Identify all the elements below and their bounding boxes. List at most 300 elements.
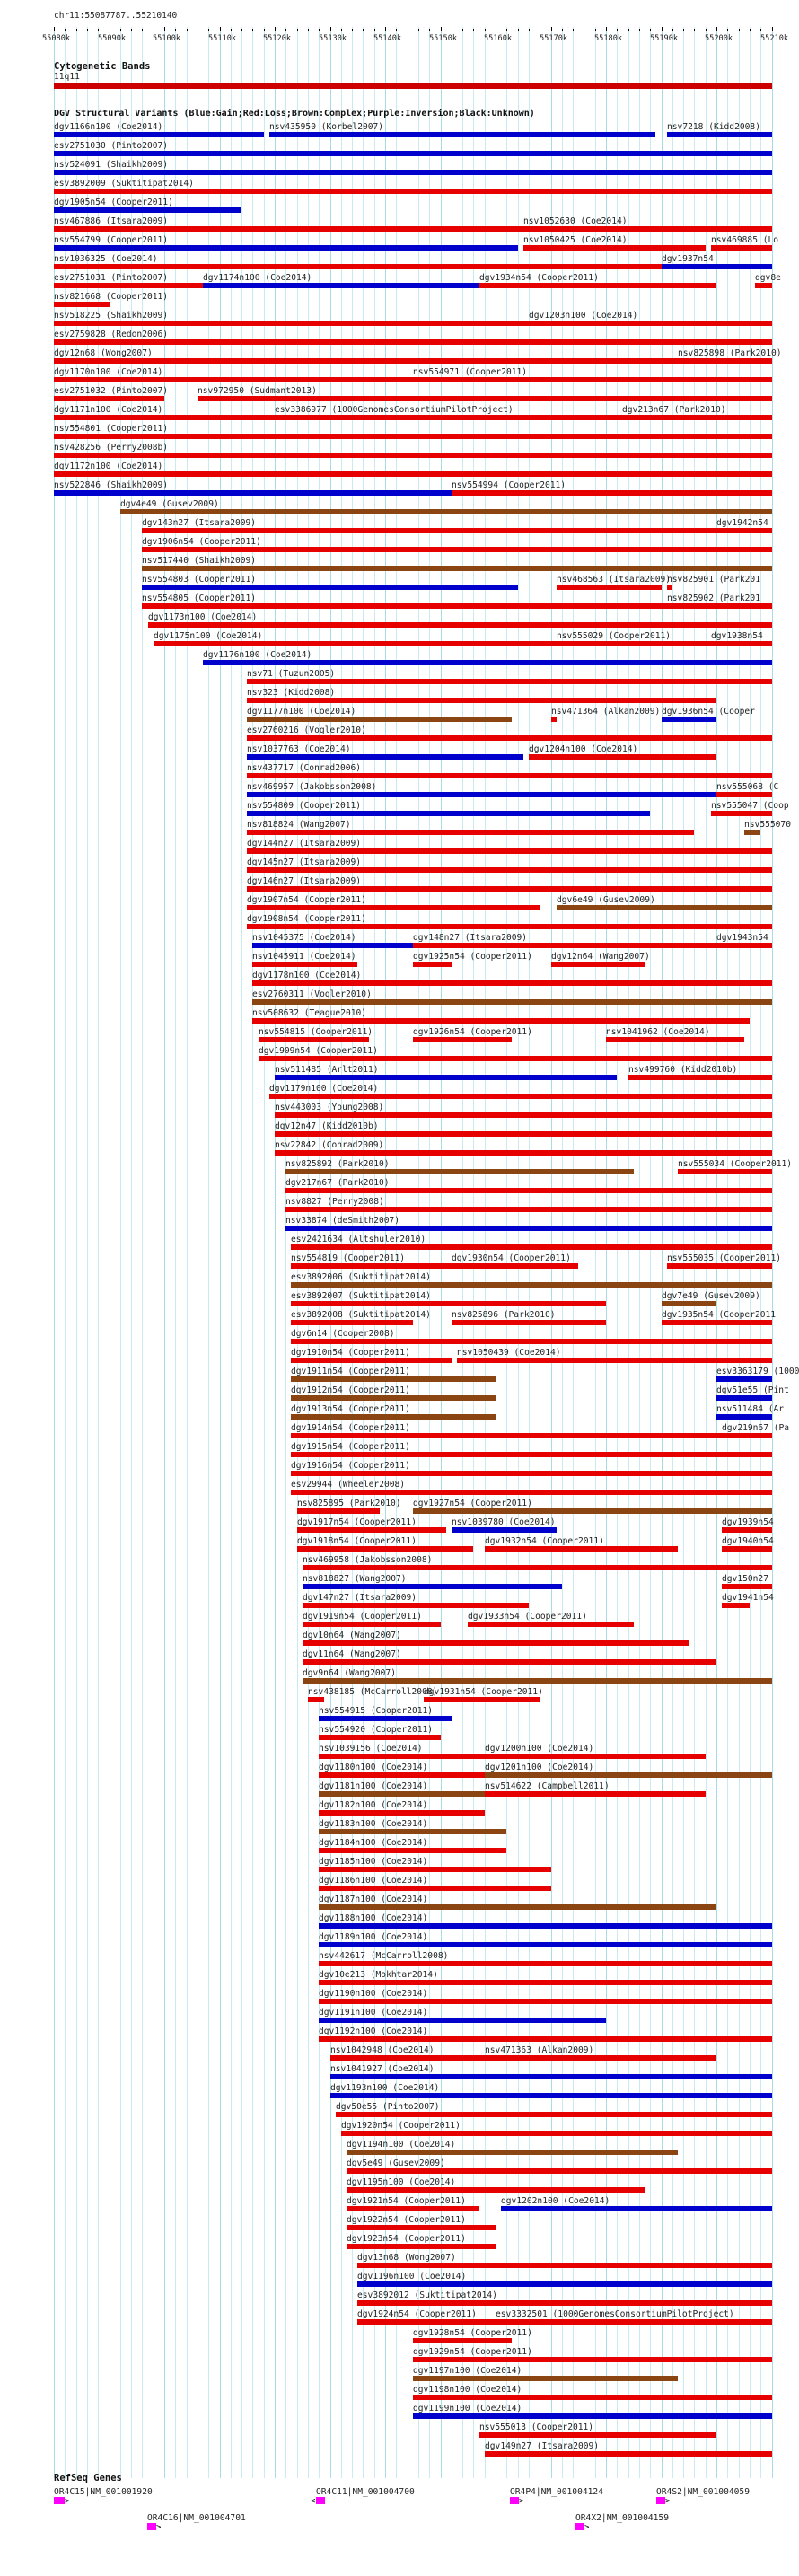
gene-feature[interactable] <box>147 2523 156 2530</box>
variant-bar[interactable] <box>319 1848 506 1853</box>
ruler-minor-tick <box>264 29 265 31</box>
variant-bar[interactable] <box>413 1508 772 1514</box>
variant-bar[interactable] <box>468 1622 634 1627</box>
variant-bar[interactable] <box>275 1131 772 1137</box>
variant-bar[interactable] <box>485 1791 706 1797</box>
variant-bar[interactable] <box>247 886 772 892</box>
variant-bar[interactable] <box>54 339 772 345</box>
variant-label: esv2760216 (Vogler2010) <box>247 725 366 735</box>
ruler-minor-tick <box>562 29 563 31</box>
variant-label: esv3892008 (Suktitipat2014) <box>291 1310 431 1320</box>
variant-bar[interactable] <box>413 2413 772 2419</box>
variant-bar[interactable] <box>347 2187 645 2193</box>
variant-label: nsv71 (Tuzun2005) <box>247 669 336 679</box>
variant-label: nsv1041962 (Coe2014) <box>606 1027 710 1037</box>
variant-bar[interactable] <box>755 283 772 288</box>
variant-label: dgv1202n100 (Coe2014) <box>501 2196 610 2206</box>
variant-bar[interactable] <box>452 1527 557 1533</box>
variant-bar[interactable] <box>259 1056 772 1061</box>
ruler-minor-tick <box>220 29 221 31</box>
variant-bar[interactable] <box>711 641 744 646</box>
variant-bar[interactable] <box>291 1320 413 1325</box>
variant-bar[interactable] <box>716 1414 772 1420</box>
variant-bar[interactable] <box>667 585 672 590</box>
variant-label: dgv12n68 (Wong2007) <box>54 348 153 358</box>
variant-bar[interactable] <box>628 1075 772 1080</box>
variant-bar[interactable] <box>413 2338 512 2343</box>
variant-label: nsv33874 (deSmith2007) <box>285 1216 400 1226</box>
variant-bar[interactable] <box>319 1886 551 1891</box>
ruler-minor-tick <box>330 29 331 31</box>
variant-bar[interactable] <box>285 1226 772 1231</box>
strand-arrow-icon: > <box>584 2523 590 2532</box>
variant-label: nsv467886 (Itsara2009) <box>54 216 169 226</box>
variant-bar[interactable] <box>291 1301 606 1306</box>
variant-bar[interactable] <box>303 1640 689 1646</box>
variant-bar[interactable] <box>744 830 760 835</box>
variant-bar[interactable] <box>319 1810 485 1816</box>
variant-label: nsv554994 (Cooper2011) <box>452 480 566 490</box>
variant-bar[interactable] <box>336 2112 772 2117</box>
grid-line <box>319 27 320 2478</box>
variant-bar[interactable] <box>424 1697 540 1702</box>
ruler-minor-tick <box>506 29 507 31</box>
variant-label: dgv150n27 <box>722 1574 768 1584</box>
ruler-minor-tick <box>662 29 663 31</box>
variant-bar[interactable] <box>54 358 772 364</box>
variant-bar[interactable] <box>485 2055 490 2061</box>
variant-bar[interactable] <box>485 1772 772 1778</box>
variant-bar[interactable] <box>269 132 655 137</box>
variant-bar[interactable] <box>252 980 772 986</box>
variant-bar[interactable] <box>54 189 772 194</box>
variant-bar[interactable] <box>297 1546 473 1552</box>
variant-label: dgv12n64 (Wang2007) <box>551 952 650 962</box>
variant-label: nsv469958 (Jakobsson2008) <box>303 1555 433 1565</box>
variant-bar[interactable] <box>523 245 706 251</box>
variant-bar[interactable] <box>452 1320 606 1325</box>
variant-bar[interactable] <box>285 1207 772 1212</box>
variant-label: nsv469885 (Lo <box>711 235 779 245</box>
gene-label: OR4C11|NM_001004700 <box>316 2487 415 2497</box>
variant-label: nsv471363 (Alkan2009) <box>485 2045 594 2055</box>
refseq-title: RefSeq Genes <box>54 2473 122 2484</box>
variant-bar[interactable] <box>319 1923 772 1929</box>
variant-bar[interactable] <box>303 1603 529 1608</box>
variant-label: nsv555029 (Cooper2011) <box>557 631 672 641</box>
grid-line <box>506 27 507 2478</box>
variant-bar[interactable] <box>269 1094 772 1099</box>
variant-bar[interactable] <box>722 1527 772 1533</box>
ruler-minor-tick <box>374 29 375 31</box>
variant-label: dgv1183n100 (Coe2014) <box>319 1819 428 1829</box>
variant-bar[interactable] <box>319 1961 772 1966</box>
variant-bar[interactable] <box>259 1037 369 1042</box>
variant-bar[interactable] <box>148 622 772 628</box>
cytoband-bar[interactable] <box>54 83 772 89</box>
variant-bar[interactable] <box>247 679 772 684</box>
variant-label: nsv428256 (Perry2008b) <box>54 443 169 453</box>
variant-bar[interactable] <box>291 1414 496 1420</box>
variant-label: dgv50e55 (Pinto2007) <box>336 2102 440 2112</box>
variant-bar[interactable] <box>722 1584 772 1589</box>
variant-label: nsv554803 (Cooper2011) <box>142 575 257 585</box>
gene-feature[interactable] <box>54 2497 65 2504</box>
variant-bar[interactable] <box>347 2206 479 2211</box>
ruler-tick-label: 55150k <box>429 34 458 43</box>
variant-bar[interactable] <box>557 585 662 590</box>
variant-label: nsv7218 (Kidd2008) <box>667 122 760 132</box>
variant-bar[interactable] <box>297 1508 380 1514</box>
variant-label: nsv1045911 (Coe2014) <box>252 952 356 962</box>
variant-bar[interactable] <box>716 1376 772 1382</box>
variant-bar[interactable] <box>357 2319 496 2325</box>
ruler-minor-tick <box>716 29 717 31</box>
variant-bar[interactable] <box>662 264 772 269</box>
variant-label: nsv1050425 (Coe2014) <box>523 235 628 245</box>
variant-bar[interactable] <box>413 962 452 967</box>
variant-bar[interactable] <box>716 528 772 533</box>
variant-bar[interactable] <box>247 773 772 778</box>
variant-bar[interactable] <box>479 2432 716 2438</box>
variant-bar[interactable] <box>529 321 716 326</box>
variant-bar[interactable] <box>54 283 203 288</box>
variant-bar[interactable] <box>291 1452 772 1457</box>
variant-label: dgv1940n54 <box>722 1536 774 1546</box>
strand-arrow-icon: > <box>665 2497 671 2506</box>
variant-bar[interactable] <box>54 490 452 496</box>
variant-label: nsv554815 (Cooper2011) <box>259 1027 373 1037</box>
variant-bar[interactable] <box>716 792 772 797</box>
variant-bar[interactable] <box>291 1244 772 1250</box>
variant-bar[interactable] <box>54 245 518 251</box>
variant-bar[interactable] <box>319 2036 772 2042</box>
variant-label: nsv555070 <box>744 820 791 830</box>
variant-bar[interactable] <box>501 2206 772 2211</box>
variant-label: dgv5e49 (Gusev2009) <box>347 2158 445 2168</box>
variant-bar[interactable] <box>291 1376 496 1382</box>
variant-label: nsv1039780 (Coe2014) <box>452 1517 556 1527</box>
variant-bar[interactable] <box>247 848 772 854</box>
variant-label: dgv148n27 (Itsara2009) <box>413 933 528 943</box>
variant-bar[interactable] <box>120 509 772 514</box>
gene-feature[interactable] <box>316 2497 325 2504</box>
variant-bar[interactable] <box>413 377 772 382</box>
variant-bar[interactable] <box>247 717 512 722</box>
variant-bar[interactable] <box>203 660 772 665</box>
variant-bar[interactable] <box>319 1716 452 1721</box>
variant-bar[interactable] <box>275 1075 617 1080</box>
ruler-minor-tick <box>573 29 574 31</box>
variant-bar[interactable] <box>275 1150 772 1156</box>
variant-bar[interactable] <box>606 1037 744 1042</box>
variant-label: nsv499760 (Kidd2010b) <box>628 1065 738 1075</box>
grid-line <box>617 27 618 2478</box>
variant-bar[interactable] <box>485 2451 772 2457</box>
variant-bar[interactable] <box>291 1358 452 1363</box>
variant-bar[interactable] <box>452 1263 578 1269</box>
variant-bar[interactable] <box>662 1320 772 1325</box>
variant-label: dgv1182n100 (Coe2014) <box>319 1800 428 1810</box>
variant-bar[interactable] <box>54 471 772 477</box>
variant-bar[interactable] <box>357 2300 772 2306</box>
variant-label: dgv143n27 (Itsara2009) <box>142 518 257 528</box>
variant-bar[interactable] <box>319 1772 485 1778</box>
gene-label: OR4C15|NM_001001920 <box>54 2487 153 2497</box>
variant-label: dgv1907n54 (Cooper2011) <box>247 895 366 905</box>
variant-bar[interactable] <box>485 1754 706 1759</box>
variant-label: nsv511485 (Arlt2011) <box>275 1065 379 1075</box>
variant-bar[interactable] <box>303 1678 772 1684</box>
variant-label: nsv554920 (Cooper2011) <box>319 1725 434 1735</box>
variant-bar[interactable] <box>319 1829 506 1834</box>
variant-bar[interactable] <box>479 283 716 288</box>
variant-label: nsv825898 (Park2010) <box>678 348 782 358</box>
variant-bar[interactable] <box>303 1622 441 1627</box>
variant-label: dgv1196n100 (Coe2014) <box>357 2272 467 2281</box>
ruler-minor-tick <box>706 29 707 31</box>
variant-bar[interactable] <box>711 811 772 816</box>
variant-label: dgv6e49 (Gusev2009) <box>557 895 655 905</box>
variant-bar[interactable] <box>319 1904 716 1910</box>
variant-bar[interactable] <box>330 2074 772 2079</box>
variant-bar[interactable] <box>557 905 772 910</box>
variant-bar[interactable] <box>275 1112 772 1118</box>
variant-label: dgv149n27 (Itsara2009) <box>485 2441 600 2451</box>
variant-bar[interactable] <box>319 1980 772 1985</box>
variant-bar[interactable] <box>285 1188 772 1193</box>
variant-label: nsv22842 (Conrad2009) <box>275 1140 384 1150</box>
variant-label: dgv1198n100 (Coe2014) <box>413 2385 522 2395</box>
variant-bar[interactable] <box>142 566 772 571</box>
variant-bar[interactable] <box>413 2395 772 2400</box>
variant-bar[interactable] <box>496 2319 772 2325</box>
variant-bar[interactable] <box>457 1358 772 1363</box>
variant-bar[interactable] <box>54 132 264 137</box>
ruler-tick-label: 55210k <box>760 34 789 43</box>
variant-label: dgv1931n54 (Cooper2011) <box>424 1687 543 1697</box>
variant-bar[interactable] <box>303 1565 772 1570</box>
gene-feature[interactable] <box>656 2497 665 2504</box>
ruler-minor-tick <box>727 29 728 31</box>
variant-bar[interactable] <box>357 2263 772 2268</box>
ruler-minor-tick <box>164 29 165 31</box>
variant-bar[interactable] <box>142 528 772 533</box>
variant-bar[interactable] <box>319 1867 551 1872</box>
variant-label: esv2421634 (Altshuler2010) <box>291 1235 426 1244</box>
variant-label: dgv1916n54 (Cooper2011) <box>291 1461 410 1471</box>
variant-bar[interactable] <box>247 735 772 741</box>
variant-bar[interactable] <box>291 1395 496 1401</box>
grid-line <box>175 27 176 2478</box>
variant-bar[interactable] <box>722 1433 772 1438</box>
ruler-tick-label: 55090k <box>98 34 127 43</box>
variant-bar[interactable] <box>291 1339 772 1344</box>
variant-bar[interactable] <box>252 999 772 1005</box>
variant-bar[interactable] <box>347 2168 772 2174</box>
variant-bar[interactable] <box>722 1603 750 1608</box>
ruler-minor-tick <box>275 29 276 31</box>
variant-bar[interactable] <box>551 717 557 722</box>
variant-bar[interactable] <box>678 1169 772 1174</box>
variant-label: dgv1927n54 (Cooper2011) <box>413 1499 532 1508</box>
grid-line <box>518 27 519 2478</box>
variant-bar[interactable] <box>291 1490 772 1495</box>
variant-bar[interactable] <box>667 1263 772 1269</box>
variant-label: nsv554915 (Cooper2011) <box>319 1706 434 1716</box>
variant-bar[interactable] <box>54 207 241 213</box>
variant-bar[interactable] <box>347 2225 496 2230</box>
variant-bar[interactable] <box>54 434 772 439</box>
variant-bar[interactable] <box>357 2281 772 2287</box>
variant-bar[interactable] <box>247 830 694 835</box>
variant-label: dgv1928n54 (Cooper2011) <box>413 2328 532 2338</box>
cytoband-title: Cytogenetic Bands <box>54 61 151 72</box>
variant-bar[interactable] <box>247 811 650 816</box>
variant-bar[interactable] <box>285 1169 634 1174</box>
variant-bar[interactable] <box>557 641 662 646</box>
variant-label: dgv1941n54 <box>722 1593 774 1603</box>
ruler-minor-tick <box>352 29 353 31</box>
variant-bar[interactable] <box>303 1659 716 1665</box>
variant-bar[interactable] <box>303 1584 562 1589</box>
variant-bar[interactable] <box>711 245 772 251</box>
variant-bar[interactable] <box>523 226 772 232</box>
variant-bar[interactable] <box>452 490 772 496</box>
grid-line <box>330 27 331 2478</box>
variant-label: dgv7e49 (Gusev2009) <box>662 1291 760 1301</box>
variant-bar[interactable] <box>347 2244 496 2249</box>
variant-bar[interactable] <box>252 962 357 967</box>
variant-bar[interactable] <box>413 1037 512 1042</box>
grid-line <box>529 27 530 2478</box>
variant-label: dgv1923n54 (Cooper2011) <box>347 2234 466 2244</box>
variant-bar[interactable] <box>485 1546 678 1552</box>
gene-feature[interactable] <box>575 2523 584 2530</box>
variant-bar[interactable] <box>54 396 164 401</box>
variant-bar[interactable] <box>330 2093 772 2098</box>
variant-bar[interactable] <box>330 2055 716 2061</box>
variant-bar[interactable] <box>529 754 716 760</box>
variant-label: dgv1201n100 (Coe2014) <box>485 1763 594 1772</box>
variant-label: dgv1173n100 (Coe2014) <box>148 612 258 622</box>
variant-bar[interactable] <box>291 1263 452 1269</box>
grid-line <box>473 27 474 2478</box>
variant-bar[interactable] <box>413 2376 678 2381</box>
variant-label: dgv1919n54 (Cooper2011) <box>303 1612 422 1622</box>
variant-bar[interactable] <box>247 792 772 797</box>
variant-bar[interactable] <box>291 1433 772 1438</box>
variant-bar[interactable] <box>308 1697 324 1702</box>
gene-feature[interactable] <box>510 2497 519 2504</box>
variant-bar[interactable] <box>622 415 772 420</box>
grid-line <box>606 27 607 2478</box>
variant-bar[interactable] <box>678 358 772 364</box>
variant-bar[interactable] <box>716 943 772 948</box>
variant-bar[interactable] <box>142 603 772 609</box>
variant-bar[interactable] <box>413 2357 772 2362</box>
variant-bar[interactable] <box>291 1471 772 1476</box>
variant-bar[interactable] <box>54 302 110 307</box>
variant-bar[interactable] <box>722 1546 772 1552</box>
strand-arrow-icon: > <box>519 2497 524 2506</box>
variant-bar[interactable] <box>252 1018 750 1024</box>
variant-bar[interactable] <box>319 1735 441 1740</box>
variant-bar[interactable] <box>54 453 772 458</box>
variant-label: nsv554819 (Cooper2011) <box>291 1253 406 1263</box>
variant-bar[interactable] <box>54 170 772 175</box>
dgv-title: DGV Structural Variants (Blue:Gain;Red:Loss;Brown:Complex;Purple:Inversion;Black:Unknown) <box>54 109 535 119</box>
variant-bar[interactable] <box>54 151 772 156</box>
ruler-minor-tick <box>485 29 486 31</box>
variant-label: esv2759828 (Redon2006) <box>54 330 169 339</box>
variant-label: nsv443003 (Young2008) <box>275 1103 384 1112</box>
variant-label: dgv1193n100 (Coe2014) <box>330 2083 440 2093</box>
variant-label: dgv1924n54 (Cooper2011) <box>357 2309 477 2319</box>
variant-bar[interactable] <box>154 641 772 646</box>
grid-line <box>562 27 563 2478</box>
ruler-minor-tick <box>760 29 761 31</box>
variant-bar[interactable] <box>662 1301 716 1306</box>
grid-line <box>650 27 651 2478</box>
strand-arrow-icon: > <box>156 2523 162 2532</box>
variant-bar[interactable] <box>247 905 540 910</box>
variant-label: dgv1179n100 (Coe2014) <box>269 1084 379 1094</box>
variant-bar[interactable] <box>247 698 716 703</box>
variant-bar[interactable] <box>551 962 645 967</box>
variant-bar[interactable] <box>319 1942 772 1947</box>
grid-line <box>485 27 486 2478</box>
variant-bar[interactable] <box>291 1282 772 1288</box>
variant-bar[interactable] <box>319 1999 772 2004</box>
variant-label: dgv1187n100 (Coe2014) <box>319 1895 428 1904</box>
variant-label: esv3892006 (Suktitipat2014) <box>291 1272 431 1282</box>
variant-label: esv3892012 (Suktitipat2014) <box>357 2290 497 2300</box>
variant-bar[interactable] <box>319 2018 606 2023</box>
variant-bar[interactable] <box>341 2131 772 2136</box>
variant-bar[interactable] <box>142 585 518 590</box>
variant-bar[interactable] <box>198 396 772 401</box>
variant-label: nsv437717 (Conrad2006) <box>247 763 362 773</box>
variant-bar[interactable] <box>247 924 772 929</box>
variant-bar[interactable] <box>275 415 617 420</box>
variant-label: dgv1934n54 (Cooper2011) <box>479 273 599 283</box>
variant-bar[interactable] <box>252 943 413 948</box>
variant-label: dgv213n67 (Park2010) <box>622 405 726 415</box>
variant-label: nsv818824 (Wang2007) <box>247 820 351 830</box>
variant-bar[interactable] <box>319 1754 485 1759</box>
variant-bar[interactable] <box>319 1791 485 1797</box>
variant-label: dgv8e <box>755 273 781 283</box>
variant-bar[interactable] <box>142 547 772 552</box>
variant-bar[interactable] <box>247 754 523 760</box>
ruler-minor-tick <box>694 29 695 31</box>
variant-bar[interactable] <box>662 717 716 722</box>
grid-line <box>595 27 596 2478</box>
variant-bar[interactable] <box>297 1527 446 1533</box>
variant-label: dgv1938n54 <box>711 631 763 641</box>
variant-label: nsv825902 (Park201 <box>667 593 760 603</box>
variant-bar[interactable] <box>667 603 672 609</box>
ruler-minor-tick <box>142 29 143 31</box>
variant-bar[interactable] <box>667 132 772 137</box>
variant-bar[interactable] <box>347 2150 678 2155</box>
variant-bar[interactable] <box>203 283 523 288</box>
variant-bar[interactable] <box>716 1395 772 1401</box>
variant-label: dgv1191n100 (Coe2014) <box>319 2008 428 2018</box>
variant-label: dgv1911n54 (Cooper2011) <box>291 1367 410 1376</box>
variant-bar[interactable] <box>247 867 772 873</box>
